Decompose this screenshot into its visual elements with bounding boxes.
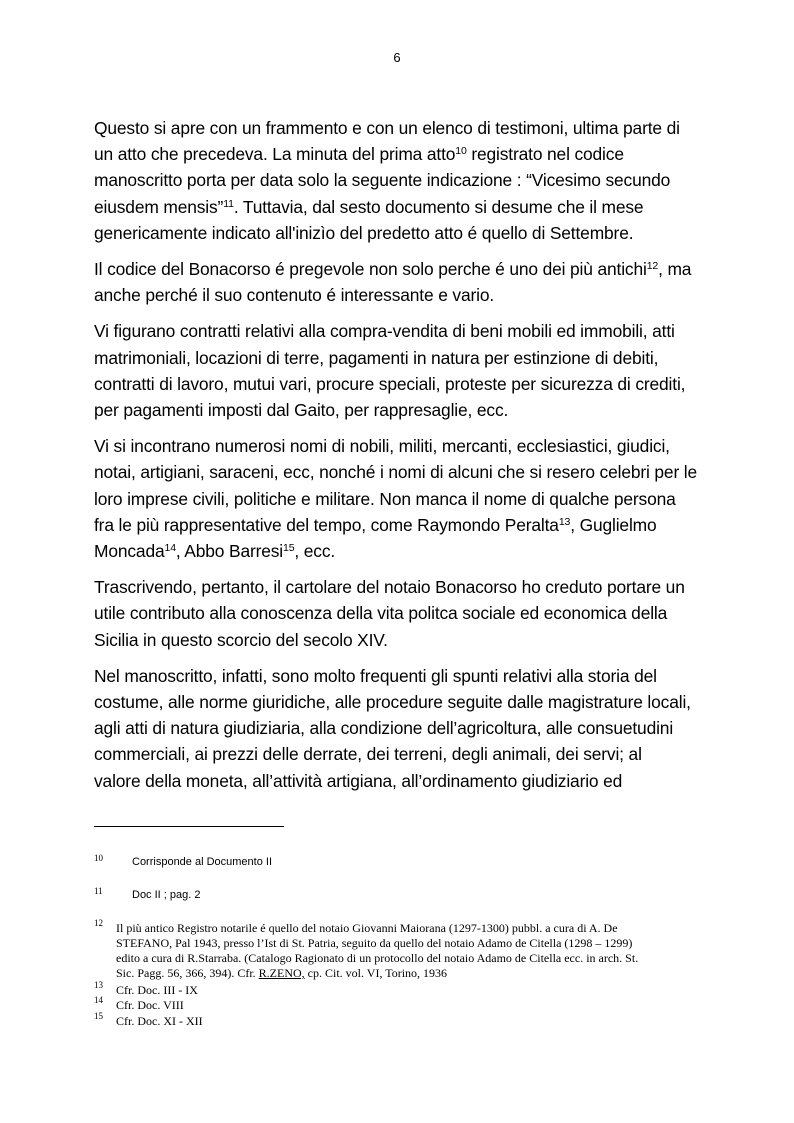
text-segment: Vi figurano contratti relativi alla compra-vendita di beni mobili ed immobili, atti bbox=[94, 321, 675, 342]
footnote-reference[interactable]: 12 bbox=[646, 260, 659, 273]
footnote-reference[interactable]: 11 bbox=[223, 197, 234, 210]
text-segment: Cfr. Doc. III - IX bbox=[116, 983, 198, 997]
footnote-line bbox=[116, 951, 716, 966]
text-segment: Il più antico Registro notarile é quello del notaio Giovanni Maiorana (1297-1300) pubbl. a cura di A. De bbox=[116, 921, 618, 935]
text-segment: Vi si incontrano numerosi nomi di nobili, militi, mercanti, ecclesiastici, giudici, bbox=[94, 436, 670, 457]
footnote-reference[interactable]: 13 bbox=[558, 515, 571, 528]
text-line bbox=[94, 318, 704, 344]
text-segment: Questo si apre con un frammento e con un elenco di testimoni, ultima parte di bbox=[94, 118, 680, 138]
text-line bbox=[94, 663, 704, 689]
underlined-text: R.ZENO, bbox=[258, 966, 305, 980]
text-segment: , Guglielmo bbox=[570, 514, 657, 535]
text-line bbox=[94, 538, 704, 564]
footnote-text bbox=[116, 1014, 716, 1029]
text-segment: Sicilia in questo scorcio del secolo XIV. bbox=[94, 629, 388, 650]
text-segment: valore della moneta, all’attività artigiana, all’ordinamento giudiziario ed bbox=[94, 770, 623, 791]
text-segment: agli atti di natura giudiziaria, alla condizione dell’agricoltura, alle consuetudini bbox=[94, 718, 674, 739]
paragraph bbox=[94, 256, 704, 308]
text-segment: Trascrivendo, pertanto, il cartolare del notaio Bonacorso ho creduto portare un bbox=[94, 577, 685, 598]
text-segment: genericamente indicato all'inizìo del predetto atto é quello di Settembre. bbox=[94, 222, 634, 243]
text-line bbox=[94, 486, 704, 512]
footnote-number: 12 bbox=[94, 918, 103, 928]
text-segment: Cfr. Doc. VIII bbox=[116, 998, 184, 1012]
text-segment: utile contributo alla conoscenza della vita politca sociale ed economica della bbox=[94, 603, 668, 624]
text-segment: Doc II ; pag. 2 bbox=[132, 889, 201, 901]
paragraph bbox=[94, 433, 704, 564]
text-line bbox=[94, 397, 704, 423]
text-line bbox=[94, 345, 704, 371]
text-segment: cp. Cit. vol. VI, Torino, 1936 bbox=[304, 966, 448, 980]
footnote-line bbox=[132, 889, 200, 901]
footnote-reference[interactable]: 14 bbox=[164, 542, 176, 555]
text-segment: fra le più rappresentative del tempo, come Raymondo Peralta bbox=[94, 514, 559, 535]
footnote-reference[interactable]: 15 bbox=[283, 542, 295, 555]
page-number: 6 bbox=[393, 50, 401, 65]
footnote-line bbox=[116, 966, 716, 981]
footnote-text bbox=[116, 921, 716, 981]
text-segment: Sic. Pagg. 56, 366, 394). Cfr. bbox=[116, 966, 259, 980]
text-segment: Corrisponde al Documento II bbox=[132, 856, 273, 868]
text-line bbox=[94, 194, 704, 220]
text-segment: un atto che precedeva. La minuta del prima atto bbox=[94, 144, 456, 165]
text-segment: loro imprese civili, politiche e militare. Non manca il nome di qualche persona bbox=[94, 488, 676, 509]
footnote-number: 13 bbox=[94, 980, 103, 990]
text-line bbox=[94, 459, 704, 485]
footnote-text bbox=[116, 983, 716, 998]
text-line bbox=[94, 627, 704, 653]
footnote-separator bbox=[94, 826, 284, 827]
text-segment: Moncada bbox=[94, 541, 165, 562]
text-segment: registrato nel codice bbox=[466, 144, 624, 165]
paragraph bbox=[94, 115, 704, 246]
text-segment: anche perché il suo contenuto é interessante e vario. bbox=[94, 285, 495, 306]
footnote-line bbox=[116, 998, 716, 1013]
text-segment: , ecc. bbox=[294, 541, 336, 562]
footnote-line bbox=[116, 936, 716, 951]
text-line bbox=[94, 715, 704, 741]
text-segment: commerciali, ai prezzi delle derrate, dei terreni, degli animali, dei servi; al bbox=[94, 744, 642, 765]
body-text bbox=[94, 115, 704, 804]
footnote-text bbox=[116, 998, 716, 1013]
text-segment: per pagamenti imposti dal Gaito, per rappresaglie, ecc. bbox=[94, 400, 509, 421]
footnote-number: 11 bbox=[94, 886, 103, 896]
paragraph bbox=[94, 574, 704, 653]
text-line bbox=[94, 115, 704, 141]
text-line bbox=[94, 141, 704, 167]
footnote-line bbox=[116, 1014, 716, 1029]
text-line bbox=[94, 689, 704, 715]
text-segment: matrimoniali, locazioni di terre, pagamenti in natura per estinzione di debiti, bbox=[94, 347, 659, 368]
paragraph bbox=[94, 663, 704, 794]
text-segment: STEFANO, Pal 1943, presso l’Ist di St. Patria, seguito da quello del notaio Adamo de Citella (1298 – 1299) bbox=[116, 936, 633, 950]
text-line bbox=[94, 741, 704, 767]
footnote-line bbox=[116, 983, 716, 998]
text-segment: contratti di lavoro, mutui vari, procure speciali, proteste per sicurezza di crediti, bbox=[94, 373, 686, 394]
text-segment: , ma bbox=[658, 259, 692, 280]
text-line bbox=[94, 256, 704, 282]
footnote-reference[interactable]: 10 bbox=[455, 145, 467, 158]
text-segment: manoscritto porta per data solo la seguente indicazione : “Vicesimo secundo bbox=[94, 170, 671, 191]
text-line bbox=[94, 768, 704, 794]
text-segment: eiusdem mensis” bbox=[94, 196, 224, 217]
paragraph bbox=[94, 318, 704, 423]
text-segment: edito a cura di R.Starraba. (Catalogo Ragionato di un protocollo del notaio Adamo de Citella ecc. in arch. St. bbox=[116, 951, 639, 965]
footnote-line bbox=[116, 921, 716, 936]
text-line bbox=[94, 512, 704, 538]
text-segment: Cfr. Doc. XI - XII bbox=[116, 1014, 203, 1028]
text-line bbox=[94, 371, 704, 397]
text-segment: Il codice del Bonacorso é pregevole non solo perche é uno dei più antichi bbox=[94, 259, 647, 280]
footnote-number: 14 bbox=[94, 995, 103, 1005]
footnote-line bbox=[132, 856, 272, 868]
text-line bbox=[94, 433, 704, 459]
text-segment: costume, alle norme giuridiche, alle procedure seguite dalle magistrature locali, bbox=[94, 692, 691, 713]
text-segment: Nel manoscritto, infatti, sono molto frequenti gli spunti relativi alla storia del bbox=[94, 665, 657, 686]
text-line bbox=[94, 574, 704, 600]
footnote-number: 10 bbox=[94, 853, 103, 863]
text-line bbox=[94, 220, 704, 246]
text-line bbox=[94, 167, 704, 193]
text-line bbox=[94, 600, 704, 626]
text-segment: . Tuttavia, dal sesto documento si desume che il mese bbox=[233, 196, 644, 217]
footnote-text bbox=[132, 856, 272, 868]
text-segment: notai, artigiani, saraceni, ecc, nonché i nomi di alcuni che si resero celebri per le bbox=[94, 462, 698, 483]
text-segment: , Abbo Barresi bbox=[175, 541, 284, 562]
text-line bbox=[94, 282, 704, 308]
footnote-number: 15 bbox=[94, 1011, 103, 1021]
footnote-text bbox=[132, 889, 200, 901]
